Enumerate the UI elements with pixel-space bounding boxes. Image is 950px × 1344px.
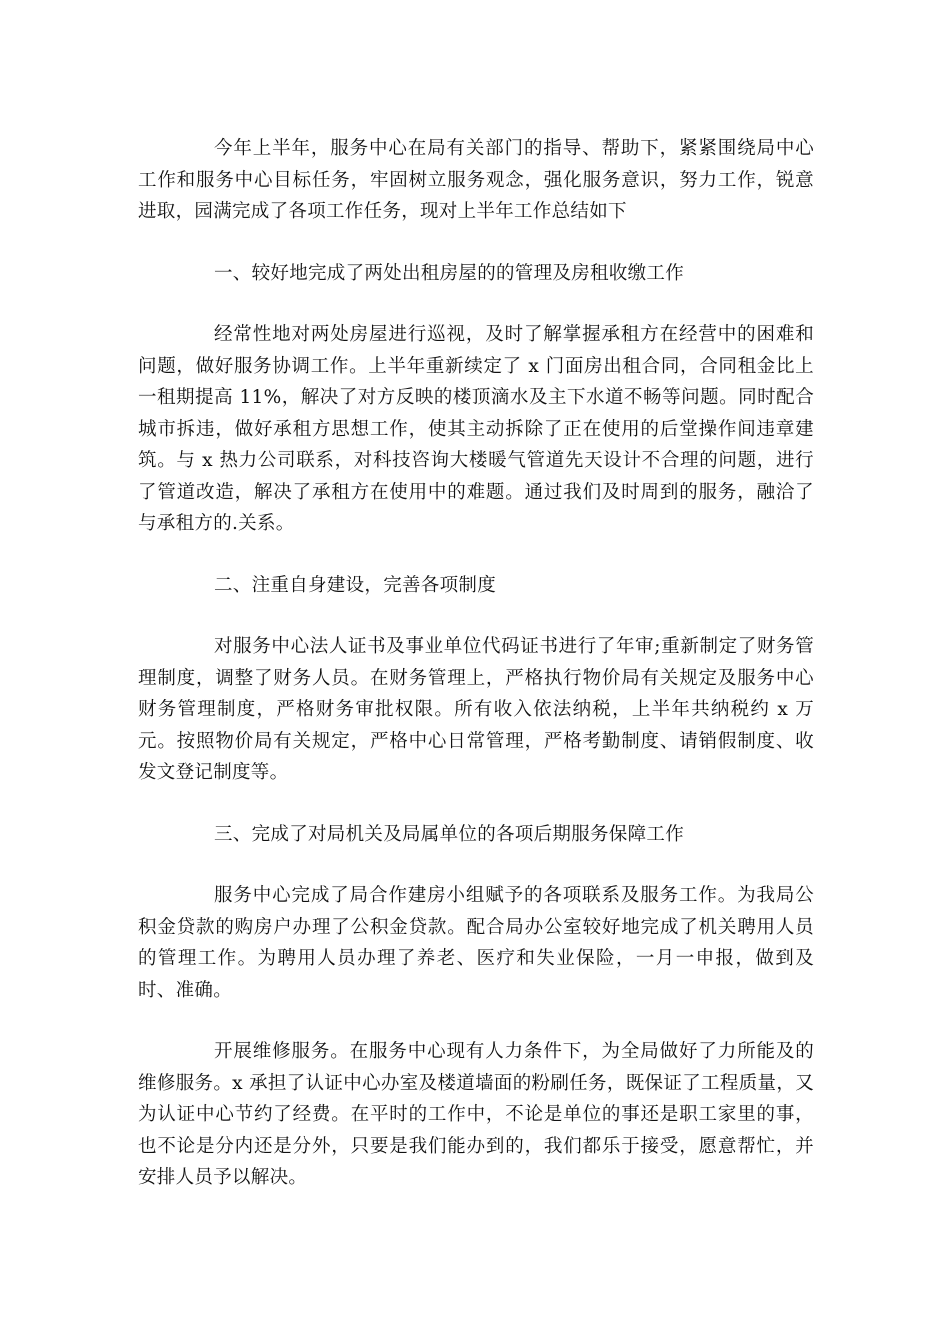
section-heading-1: 一、较好地完成了两处出租房屋的的管理及房租收缴工作 [214,262,685,284]
section-2-paragraph: 对服务中心法人证书及事业单位代码证书进行了年审;重新制定了财务管理制度，调整了财务人员。在财务管理上，严格执行物价局有关规定及服务中心财务管理制度，严格财务审批权限。所有收入依法纳税，上半年共纳税约 x 万元。按照物价局有关规定，严格中心日常管理，严格考勤制度、请销假制度、收发文登记制度等。 [138,636,814,783]
document-body [138,133,814,1224]
intro-paragraph: 今年上半年，服务中心在局有关部门的指导、帮助下，紧紧围绕局中心工作和服务中心目标任务，牢固树立服务观念，强化服务意识，努力工作，锐意进取，园满完成了各项工作任务，现对上半年工作总结如下 [138,138,814,222]
section-3-paragraph-2: 开展维修服务。在服务中心现有人力条件下，为全局做好了力所能及的维修服务。x 承担了认证中心办室及楼道墙面的粉刷任务，既保证了工程质量，又为认证中心节约了经费。在平时的工作中，不论是单位的事还是职工家里的事，也不论是分内还是分外，只要是我们能办到的，我们都乐于接受，愿意帮忙，并安排人员予以解决。 [138,1041,814,1188]
section-heading-3: 三、完成了对局机关及局属单位的各项后期服务保障工作 [214,823,685,845]
section-3-paragraph-1: 服务中心完成了局合作建房小组赋予的各项联系及服务工作。为我局公积金贷款的购房户办理了公积金贷款。配合局办公室较好地完成了机关聘用人员的管理工作。为聘用人员办理了养老、医疗和失业保险，一月一申报，做到及时、准确。 [138,885,814,1001]
section-heading-2: 二、注重自身建设，完善各项制度 [214,574,497,596]
section-1-paragraph: 经常性地对两处房屋进行巡视，及时了解掌握承租方在经营中的困难和问题，做好服务协调工作。上半年重新续定了 x 门面房出租合同，合同租金比上一租期提高 11%，解决了对方反映的楼顶滴水及主下水道不畅等问题。同时配合城市拆违，做好承租方思想工作，使其主动拆除了正在使用的后堂操作间违章建筑。与 x 热力公司联系，对科技咨询大楼暖气管道先天设计不合理的问题，进行了管道改造，解决了承租方在使用中的难题。通过我们及时周到的服务，融洽了与承租方的.关系。 [138,324,814,534]
